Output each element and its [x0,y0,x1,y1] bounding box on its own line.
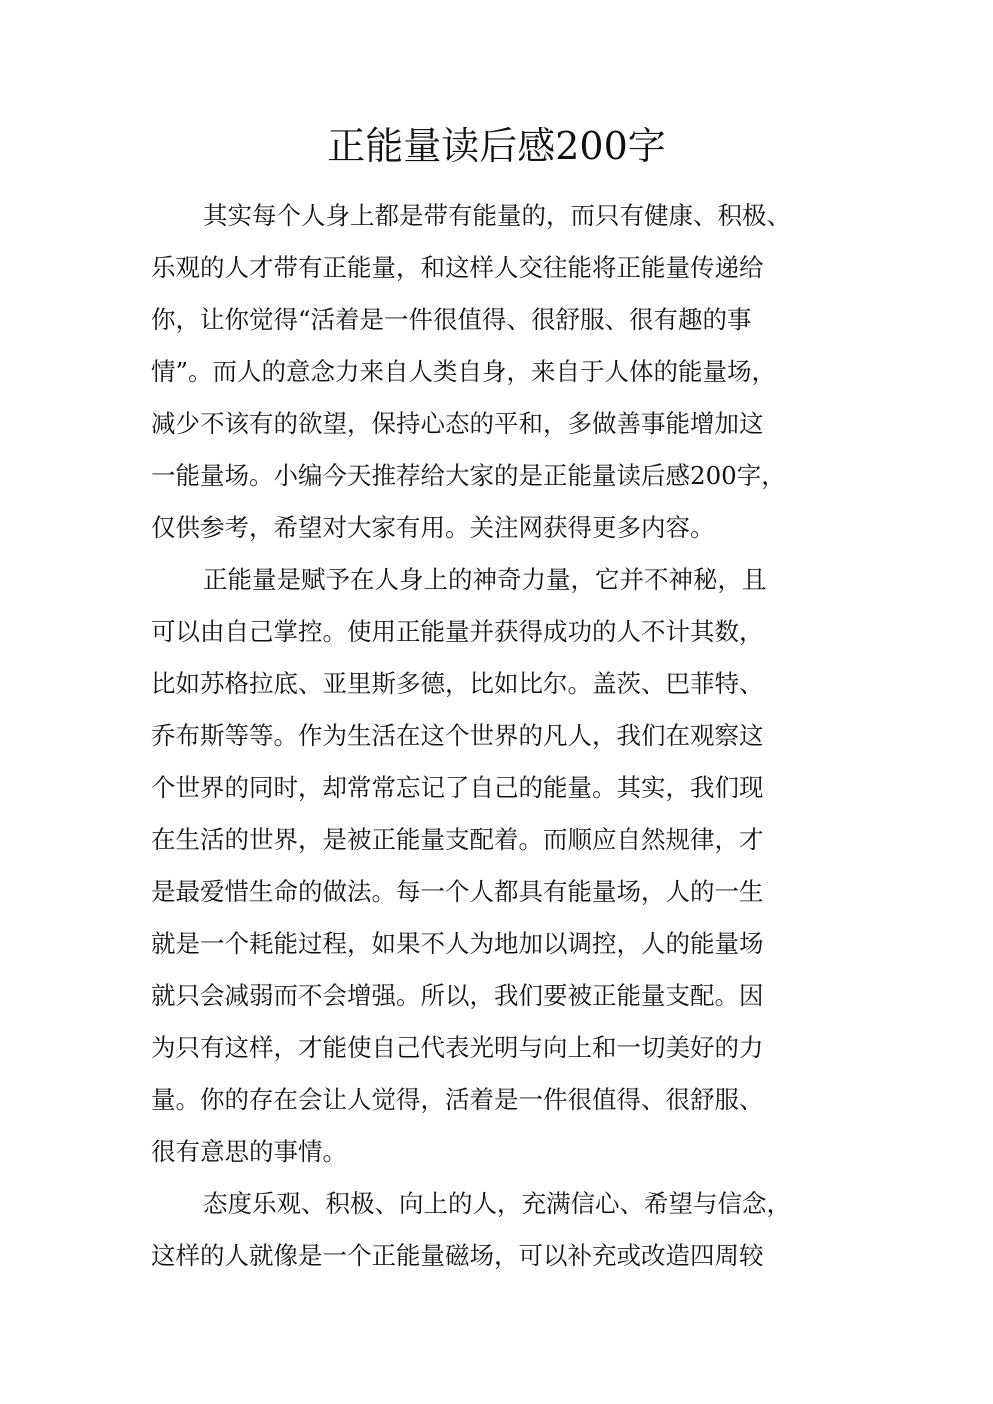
paragraph-2-line: 正能量是赋予在人身上的神奇力量，它并不神秘，且 [203,565,767,594]
paragraph-2-line: 是最爱惜生命的做法。每一个人都具有能量场，人的一生 [151,877,764,906]
document-title: 正能量读后感200字 [327,124,666,168]
paragraph-3-line: 这样的人就像是一个正能量磁场，可以补充或改造四周较 [151,1241,764,1270]
paragraph-1-line: 仅供参考，希望对大家有用。关注网获得更多内容。 [151,513,715,542]
document-body [151,190,841,1282]
paragraph-1-line: 一能量场。小编今天推荐给大家的是正能量读后感200字， [151,461,786,490]
paragraph-1-line: 情”。而人的意念力来自人类自身，来自于人体的能量场， [151,357,777,386]
paragraph-1-line: 乐观的人才带有正能量，和这样人交往能将正能量传递给 [151,253,764,282]
paragraph-2-line: 在生活的世界，是被正能量支配着。而顺应自然规律，才 [151,825,764,854]
paragraph-2-line: 很有意思的事情。 [151,1137,347,1166]
paragraph-2-line: 量。你的存在会让人觉得，活着是一件很值得、很舒服、 [151,1085,764,1114]
paragraph-2-line: 可以由自己掌控。使用正能量并获得成功的人不计其数， [151,617,764,646]
paragraph-1-line: 你，让你觉得“活着是一件很值得、很舒服、很有趣的事 [151,305,752,334]
paragraph-2-line: 个世界的同时，却常常忘记了自己的能量。其实，我们现 [151,773,764,802]
paragraph-2-line: 乔布斯等等。作为生活在这个世界的凡人，我们在观察这 [151,721,764,750]
paragraph-2-line: 就只会减弱而不会增强。所以，我们要被正能量支配。因 [151,981,764,1010]
paragraph-3-line: 态度乐观、积极、向上的人，充满信心、希望与信念， [203,1189,791,1218]
paragraph-2-line: 为只有这样，才能使自己代表光明与向上和一切美好的力 [151,1033,764,1062]
paragraph-1-line: 减少不该有的欲望，保持心态的平和，多做善事能增加这 [151,409,764,438]
paragraph-2-line: 就是一个耗能过程，如果不人为地加以调控，人的能量场 [151,929,764,958]
paragraph-1-line: 其实每个人身上都是带有能量的，而只有健康、积极、 [203,201,791,230]
paragraph-2-line: 比如苏格拉底、亚里斯多德，比如比尔。盖茨、巴菲特、 [151,669,764,698]
